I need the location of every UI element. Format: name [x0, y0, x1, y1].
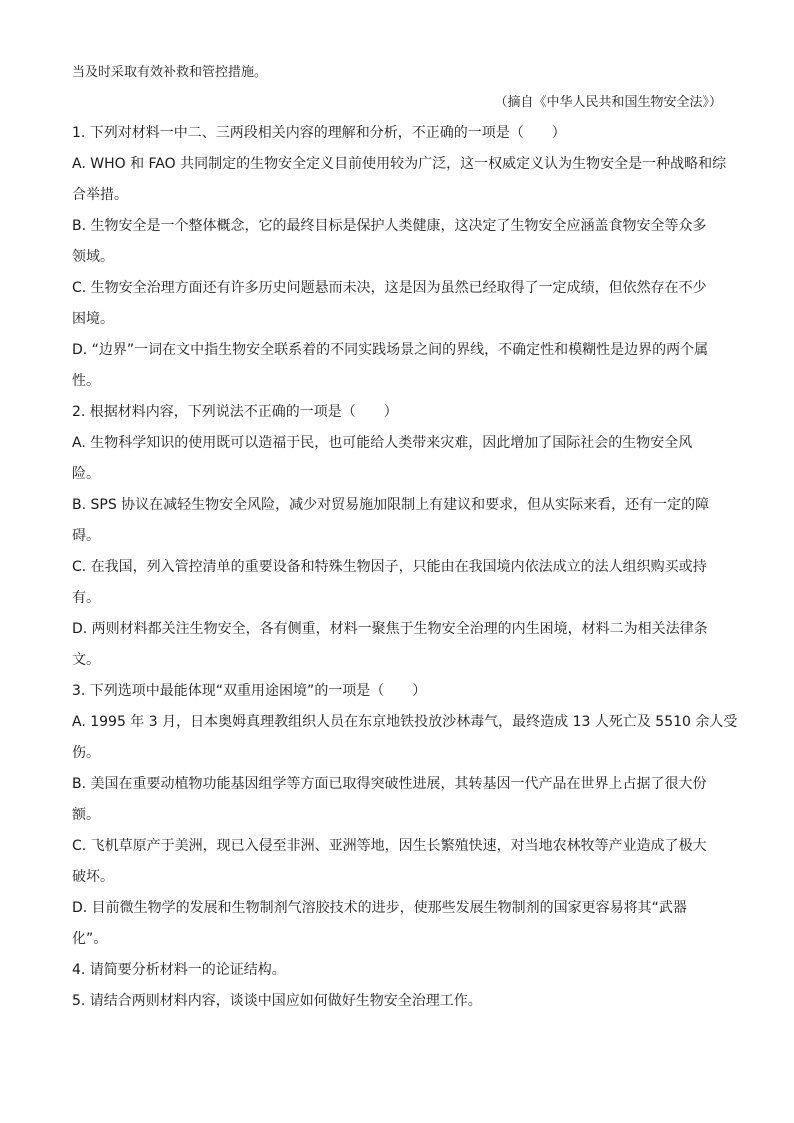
option-line: 性。: [72, 373, 100, 389]
question-1: [72, 118, 727, 397]
option-b: [72, 211, 724, 273]
source-citation: （摘自《中华人民共和国生物安全法》）: [494, 95, 722, 110]
option-line: A. 生物科学知识的使用既可以造福于民，也可能给人类带来灾难，因此增加了国际社会的生物安全风: [72, 435, 693, 451]
option-line: B. 生物安全是一个整体概念，它的最终目标是保护人类健康，这决定了生物安全应涵盖食物安全等众多: [72, 218, 707, 234]
option-a: [72, 428, 724, 490]
question-2: [72, 397, 724, 676]
question-stem: 4. 请简要分析材料一的论证结构。: [72, 962, 286, 978]
document-page: [72, 62, 738, 1017]
option-d: [72, 614, 724, 676]
option-line: 伤。: [72, 745, 100, 761]
option-line: 险。: [72, 466, 100, 482]
option-d: [72, 335, 724, 397]
question-stem: 5. 请结合两则材料内容，谈谈中国应如何做好生物安全治理工作。: [72, 993, 482, 1009]
question-3: [72, 676, 738, 955]
option-line: A. WHO 和 FAO 共同制定的生物安全定义目前使用较为广泛，这一权威定义认为生物安全是一种战略和综: [72, 156, 727, 172]
option-line: 有。: [72, 590, 100, 606]
option-line: B. SPS 协议在减轻生物安全风险，减少对贸易施加限制上有建议和要求，但从实际来看，还有一定的障: [72, 497, 710, 513]
option-b: [72, 769, 724, 831]
option-line: D. “边界”一词在文中指生物安全联系着的不同实践场景之间的界线，不确定性和模糊性是边界的两个属: [72, 342, 709, 358]
question-4: [72, 955, 724, 986]
option-line: 额。: [72, 807, 100, 823]
option-line: A. 1995 年 3 月，日本奥姆真理教组织人员在东京地铁投放沙林毒气，最终造成 13 人死亡及 5510 余人受: [72, 714, 738, 730]
question-stem: 2. 根据材料内容，下列说法不正确的一项是（ ）: [72, 404, 398, 420]
question-5: [72, 986, 724, 1017]
option-line: D. 目前微生物学的发展和生物制剂气溶胶技术的进步，使那些发展生物制剂的国家更容易将其“武器: [72, 900, 687, 916]
question-stem: 3. 下列选项中最能体现“双重用途困境”的一项是（ ）: [72, 683, 427, 699]
option-line: D. 两则材料都关注生物安全，各有侧重，材料一聚焦于生物安全治理的内生困境，材料二为相关法律条: [72, 621, 708, 637]
question-stem: 1. 下列对材料一中二、三两段相关内容的理解和分析，不正确的一项是（ ）: [72, 125, 566, 141]
question-list: [72, 118, 738, 1017]
option-line: C. 飞机草原产于美洲，现已入侵至非洲、亚洲等地，因生长繁殖快速，对当地农林牧等产业造成了极大: [72, 838, 707, 854]
option-a: [72, 707, 738, 769]
option-line: B. 美国在重要动植物功能基因组学等方面已取得突破性进展，其转基因一代产品在世界上占据了很大份: [72, 776, 707, 792]
option-c: [72, 273, 724, 335]
option-a: [72, 149, 727, 211]
option-line: 化”。: [72, 931, 108, 947]
option-line: 破坏。: [72, 869, 114, 885]
intro-text: 当及时采取有效补救和管控措施。: [72, 65, 268, 80]
option-b: [72, 490, 724, 552]
option-line: 文。: [72, 652, 100, 668]
option-line: 领域。: [72, 249, 114, 265]
option-c: [72, 552, 724, 614]
option-line: 碍。: [72, 528, 100, 544]
option-line: C. 生物安全治理方面还有许多历史问题悬而未决，这是因为虽然已经取得了一定成绩，但依然存在不少: [72, 280, 707, 296]
option-line: C. 在我国，列入管控清单的重要设备和特殊生物因子，只能由在我国境内依法成立的法人组织购买或持: [72, 559, 707, 575]
option-line: 合举措。: [72, 187, 128, 203]
option-d: [72, 893, 724, 955]
option-c: [72, 831, 724, 893]
option-line: 困境。: [72, 311, 114, 327]
